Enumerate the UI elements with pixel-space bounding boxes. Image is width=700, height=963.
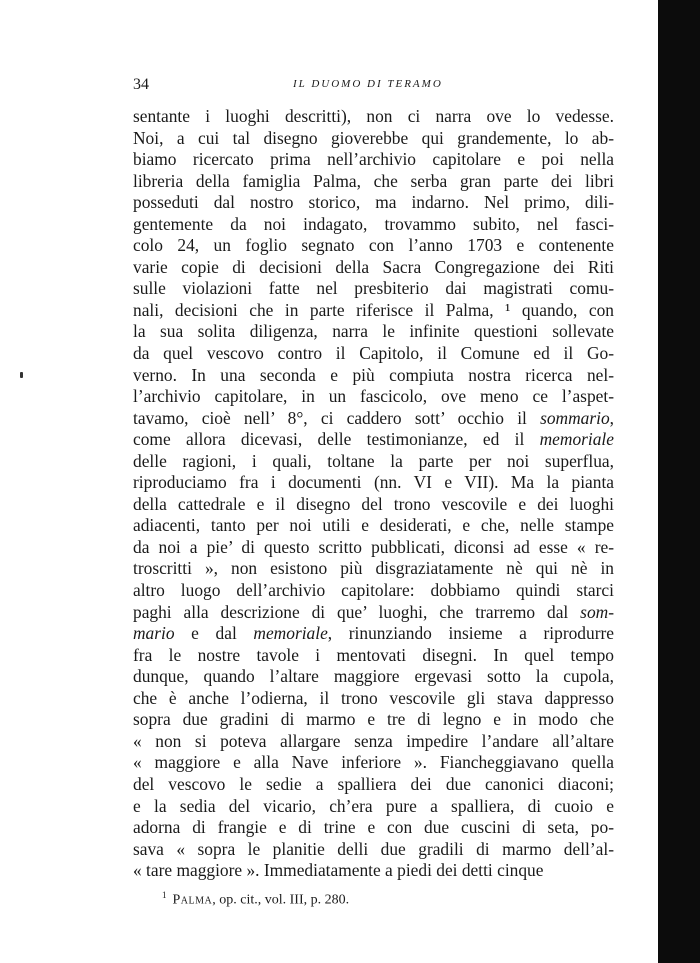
text-line: sava « sopra le planitie delli due gradili di marmo dell’al- bbox=[133, 838, 614, 859]
text-line: « tare maggiore ». Immediatamente a piedi dei detti cinque bbox=[133, 860, 544, 881]
text-line: sopra due gradini di marmo e tre di legno e in modo che bbox=[133, 709, 614, 730]
text-line: riproduciamo fra i documenti (nn. VI e VII). Ma la pianta bbox=[133, 472, 614, 493]
text-line: libreria della famiglia Palma, che serba gran parte dei libri bbox=[133, 170, 614, 191]
text-line: verno. In una seconda e più compiuta nostra ricerca nel- bbox=[133, 364, 614, 385]
text-line: l’archivio capitolare, in un fascicolo, ove meno ce l’aspet- bbox=[133, 386, 614, 407]
text-line: adorna di frangie e di trine e con due cuscini di seta, po- bbox=[133, 817, 614, 838]
text-line: paghi alla descrizione di que’ luoghi, che trarremo dal som- bbox=[133, 601, 614, 622]
text-line: fra le nostre tavole i mentovati disegni. In quel tempo bbox=[133, 644, 614, 665]
text-line: biamo ricercato prima nell’archivio capitolare e poi nella bbox=[133, 149, 614, 170]
text-line: dunque, quando l’altare maggiore ergevasi sotto la cupola, bbox=[133, 666, 614, 687]
text-line: gentemente da noi indagato, trovammo subito, nel fasci- bbox=[133, 213, 614, 234]
text-line: come allora dicevasi, delle testimonianze, ed il memoriale bbox=[133, 429, 614, 450]
text-line: del vescovo le sedie a spalliera dei due canonici diaconi; bbox=[133, 773, 614, 794]
footnote-citation: , op. cit., vol. III, p. 280. bbox=[212, 892, 350, 908]
page-header bbox=[133, 76, 614, 96]
text-line: varie copie di decisioni della Sacra Congregazione dei Riti bbox=[133, 256, 614, 277]
body-text bbox=[133, 106, 614, 882]
text-line: troscritti », non esistono più disgraziatamente nè qui nè in bbox=[133, 558, 614, 579]
text-line: posseduti dal nostro storico, ma indarno. Nel primo, dili- bbox=[133, 192, 614, 213]
scan-mark bbox=[20, 372, 23, 378]
text-line: Noi, a cui tal disegno gioverebbe qui grandemente, lo ab- bbox=[133, 127, 614, 148]
text-line: che è anche l’odierna, il trono vescovile gli stava dappresso bbox=[133, 687, 614, 708]
text-line: da quel vescovo contro il Capitolo, il Comune ed il Go- bbox=[133, 343, 614, 364]
text-line: colo 24, un foglio segnato con l’anno 1703 e contenente bbox=[133, 235, 614, 256]
footnote-author: Palma bbox=[172, 892, 213, 908]
text-line: delle ragioni, i quali, toltane la parte per noi superflua, bbox=[133, 450, 614, 471]
scan-edge bbox=[658, 0, 700, 963]
text-line: nali, decisioni che in parte riferisce il Palma, ¹ quando, con bbox=[133, 299, 614, 320]
text-line: tavamo, cioè nell’ 8°, ci caddero sott’ occhio il sommario, bbox=[133, 407, 614, 428]
text-line: sulle violazioni fatte nel presbiterio dai magistrati comu- bbox=[133, 278, 614, 299]
text-line: « non si poteva allargare senza impedire l’andare all’altare bbox=[133, 730, 614, 751]
text-line: adiacenti, tanto per noi utili e desiderati, e che, nelle stampe bbox=[133, 515, 614, 536]
text-line: altro luogo dell’archivio capitolare: dobbiamo quindi starci bbox=[133, 580, 614, 601]
text-line: e la sedia del vicario, ch’era pure a spalliera, di cuoio e bbox=[133, 795, 614, 816]
text-line: da noi a pie’ di questo scritto pubblicati, diconsi ad esse « re- bbox=[133, 536, 614, 557]
text-line: la sua solita diligenza, narra le infinite questioni sollevate bbox=[133, 321, 614, 342]
footnote bbox=[162, 890, 349, 909]
text-line: « maggiore e alla Nave inferiore ». Fiancheggiavano quella bbox=[133, 752, 614, 773]
text-line: mario e dal memoriale, rinunziando insieme a riprodurre bbox=[133, 623, 615, 644]
running-title: IL DUOMO DI TERAMO bbox=[293, 78, 443, 90]
text-line: sentante i luoghi descritti), non ci narra ove lo vedesse. bbox=[133, 106, 614, 126]
text-line: della cattedrale e il disegno del trono vescovile e dei luoghi bbox=[133, 493, 614, 514]
footnote-number: 1 bbox=[162, 890, 167, 900]
page-number: 34 bbox=[133, 76, 149, 93]
